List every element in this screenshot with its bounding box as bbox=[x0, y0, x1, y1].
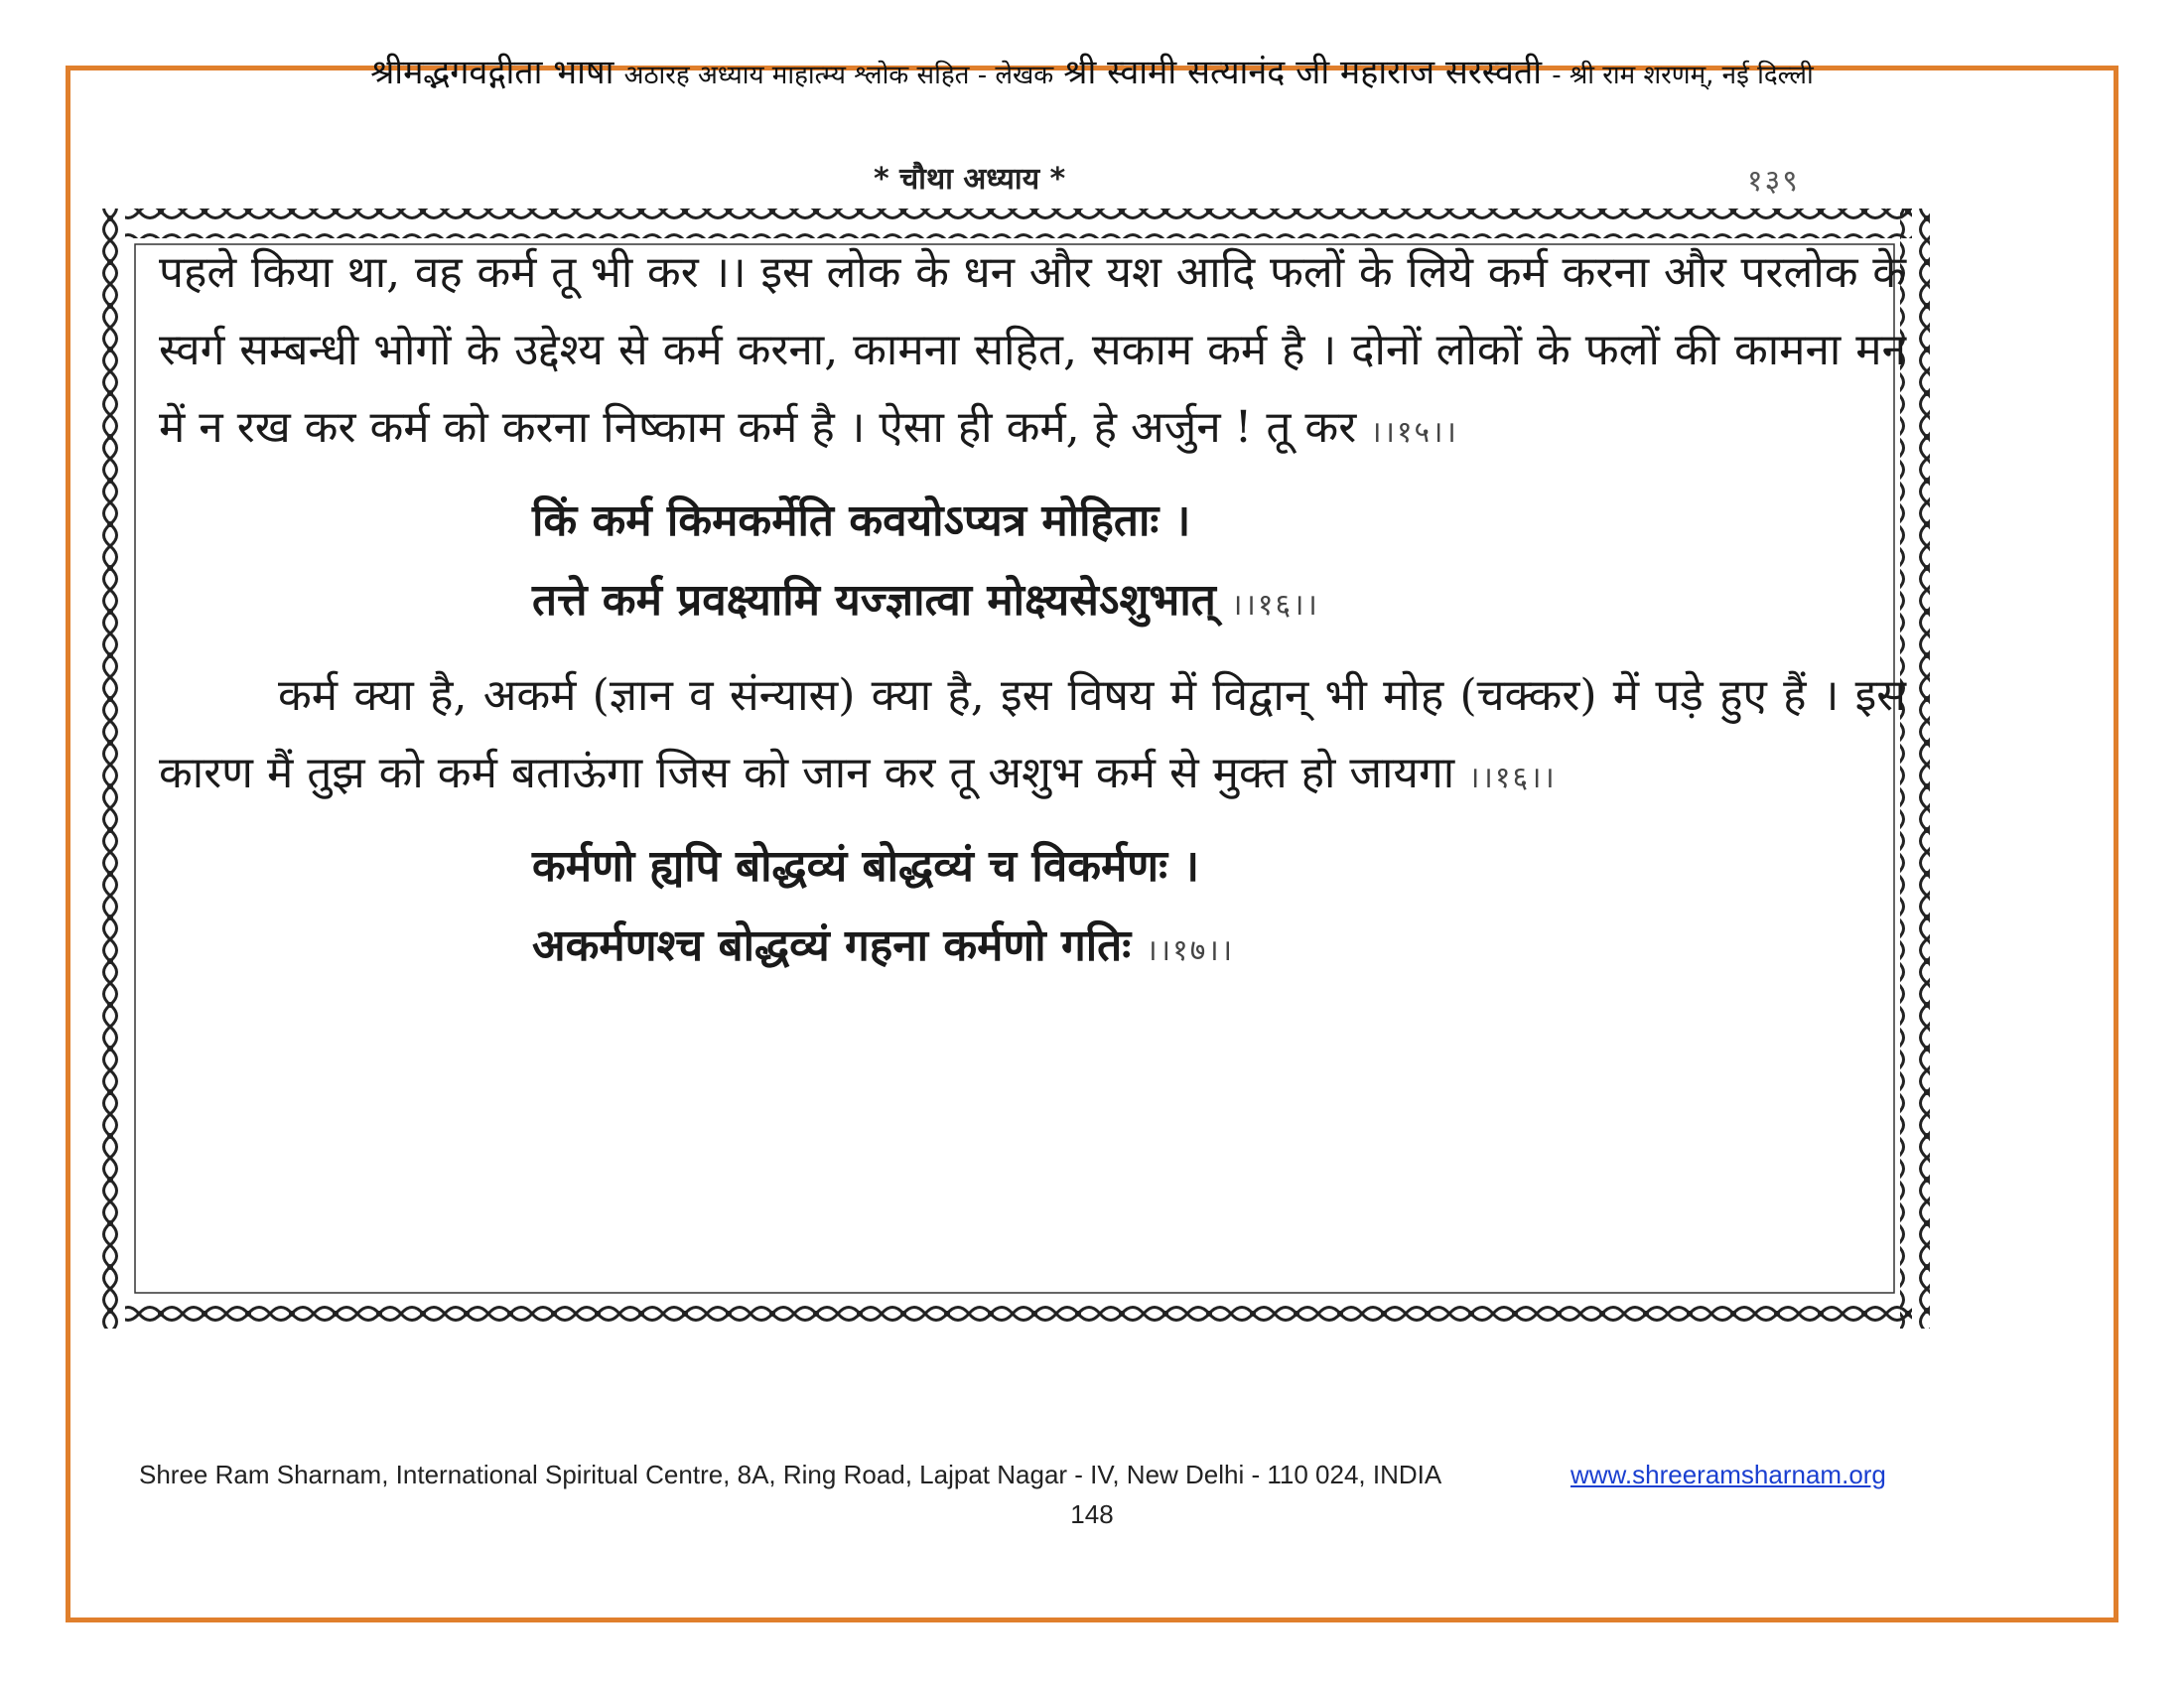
verse-number: ।।१७।। bbox=[1146, 933, 1235, 968]
verse-line bbox=[159, 561, 1906, 645]
header-publisher: - श्री राम शरणम्, नई दिल्ली bbox=[1552, 61, 1814, 90]
page-header bbox=[0, 48, 2184, 93]
verse-number: ।।१६।। bbox=[1468, 761, 1557, 795]
verse-line-text: तत्ते कर्म प्रवक्ष्यामि यज्ज्ञात्वा मोक्ष्यसेऽशुभात् bbox=[532, 575, 1216, 626]
footer-page-number: 148 bbox=[1070, 1499, 1114, 1529]
sanskrit-verse bbox=[159, 827, 1906, 991]
verse-line-text: अकर्मणश्च बोद्धव्यं गहना कर्मणो गतिः bbox=[532, 920, 1132, 971]
commentary-text: पहले किया था, वह कर्म तू भी कर ।। इस लोक के धन और यश आदि फलों के लिये कर्म करना और परलोक के स्वर्ग सम्बन्धी भोगों के उद्देश्य से कर्म करना, कामना सहित, सकाम कर्म है । दोनों लोकों के फलों की कामना मन में न रख कर कर्म को करना निष्काम कर्म है । ऐसा ही कर्म, हे अर्जुन ! तू कर bbox=[159, 247, 1906, 453]
verse-number: ।।१५।। bbox=[1370, 415, 1458, 450]
sanskrit-verse bbox=[159, 482, 1906, 645]
scripture-content bbox=[159, 234, 1906, 1003]
chapter-heading: * चौथा अध्याय * bbox=[874, 162, 1066, 197]
header-author: श्री स्वामी सत्यानंद जी महाराज सरस्वती bbox=[1063, 53, 1543, 92]
verse-line bbox=[159, 907, 1906, 991]
scan-page-number: १३९ bbox=[1747, 164, 1800, 199]
verse-line: कर्मणो ह्यपि बोद्धव्यं बोद्धव्यं च विकर्मणः । bbox=[532, 841, 1200, 892]
header-subtitle: अठारह अध्याय माहात्म्य श्लोक सहित - लेखक bbox=[623, 61, 1054, 90]
commentary-paragraph bbox=[159, 657, 1906, 817]
footer-address: Shree Ram Sharnam, International Spiritual Centre, 8A, Ring Road, Lajpat Nagar - IV, New Delhi - 110 024, INDIA bbox=[139, 1460, 1442, 1489]
commentary-paragraph bbox=[159, 234, 1906, 472]
header-title: श्रीमद्भगवद्गीता भाषा bbox=[370, 53, 614, 92]
commentary-text: कर्म क्या है, अकर्म (ज्ञान व संन्यास) क्या है, इस विषय में विद्वान् भी मोह (चक्कर) में पड़े हुए हैं । इस कारण मैं तुझ को कर्म बताऊंगा जिस को जान कर तू अशुभ कर्म से मुक्त हो जायगा bbox=[159, 670, 1906, 798]
verse-number: ।।१६।। bbox=[1231, 588, 1319, 623]
verse-line: किं कर्म किमकर्मेति कवयोऽप्यत्र मोहिताः । bbox=[532, 495, 1191, 546]
website-link[interactable]: www.shreeramsharnam.org bbox=[1570, 1460, 1886, 1489]
